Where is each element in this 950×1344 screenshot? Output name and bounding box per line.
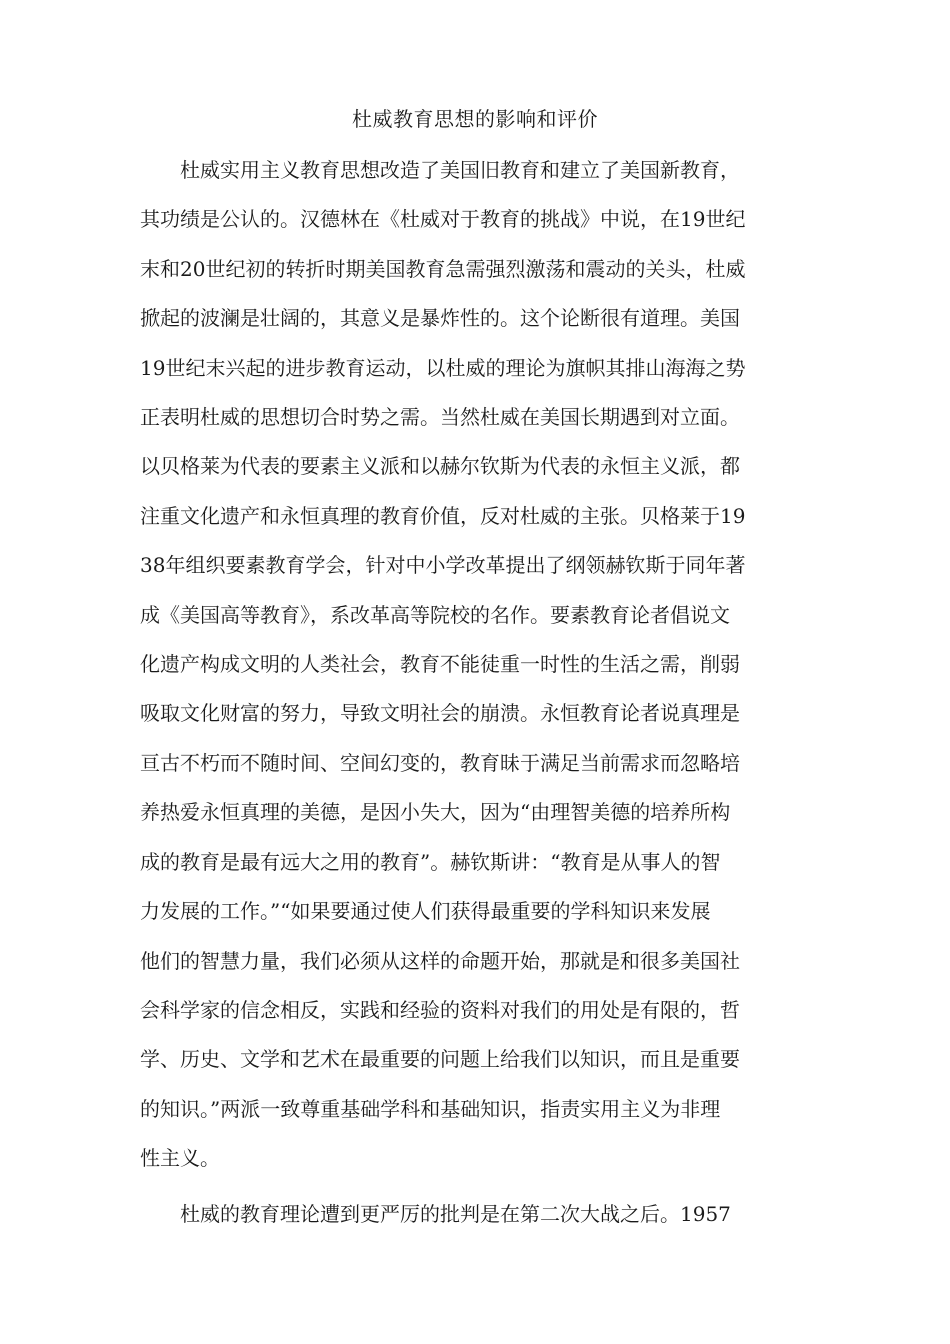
paragraph-line: 吸取文化财富的努力，导致文明社会的崩溃。永恒教育论者说真理是 (140, 701, 740, 726)
paragraph-line: 成《美国高等教育》，系改革高等院校的名作。要素教育论者倡说文 (140, 602, 730, 627)
paragraph-line: 38年组织要素教育学会，针对中小学改革提出了纲领赫钦斯于同年著 (140, 553, 746, 578)
paragraph-line: 以贝格莱为代表的要素主义派和以赫尔钦斯为代表的永恒主义派，都 (140, 454, 740, 479)
paragraph-line: 养热爱永恒真理的美德，是因小失大，因为“由理智美德的培养所构 (140, 800, 731, 825)
paragraph-line: 的知识。”两派一致尊重基础学科和基础知识，指责实用主义为非理 (140, 1096, 721, 1121)
paragraph-line: 亘古不朽而不随时间、空间幻变的，教育昧于满足当前需求而忽略培 (140, 750, 740, 775)
paragraph-line: 杜威实用主义教育思想改造了美国旧教育和建立了美国新教育， (180, 158, 740, 182)
paragraph-line: 末和20世纪初的转折时期美国教育急需强烈激荡和震动的关头，杜威 (140, 256, 746, 281)
paragraph-line: 学、历史、文学和艺术在最重要的问题上给我们以知识，而且是重要 (140, 1047, 740, 1072)
paragraph-2 (140, 1190, 840, 1239)
document-title: 杜威教育思想的影响和评价 (352, 107, 598, 131)
paragraph-line: 正表明杜威的思想切合时势之需。当然杜威在美国长期遇到对立面。 (140, 405, 740, 430)
paragraph-line: 杜威的教育理论遭到更严厉的批判是在第二次大战之后。1957 (180, 1202, 731, 1226)
paragraph-line: 性主义。 (140, 1146, 220, 1171)
paragraph-line: 掀起的波澜是壮阔的，其意义是暴炸性的。这个论断很有道理。美国 (140, 306, 740, 331)
paragraph-line: 注重文化遗产和永恒真理的教育价值，反对杜威的主张。贝格莱于19 (140, 503, 746, 528)
paragraph-line: 19世纪末兴起的进步教育运动，以杜威的理论为旗帜其排山海海之势 (140, 355, 746, 380)
paragraph-line: 会科学家的信念相反，实践和经验的资料对我们的用处是有限的，哲 (140, 997, 740, 1022)
paragraph-line: 其功绩是公认的。汉德林在《杜威对于教育的挑战》中说，在19世纪 (140, 207, 746, 232)
paragraph-line: 他们的智慧力量，我们必须从这样的命题开始，那就是和很多美国社 (140, 948, 740, 973)
paragraph-line: 化遗产构成文明的人类社会，教育不能徒重一时性的生活之需，削弱 (140, 652, 740, 677)
paragraph-line: 力发展的工作。”“如果要通过使人们获得最重要的学科知识来发展 (140, 899, 711, 924)
paragraph-1 (140, 146, 840, 1184)
paragraph-line: 成的教育是最有远大之用的教育”。赫钦斯讲：“教育是从事人的智 (140, 849, 721, 874)
